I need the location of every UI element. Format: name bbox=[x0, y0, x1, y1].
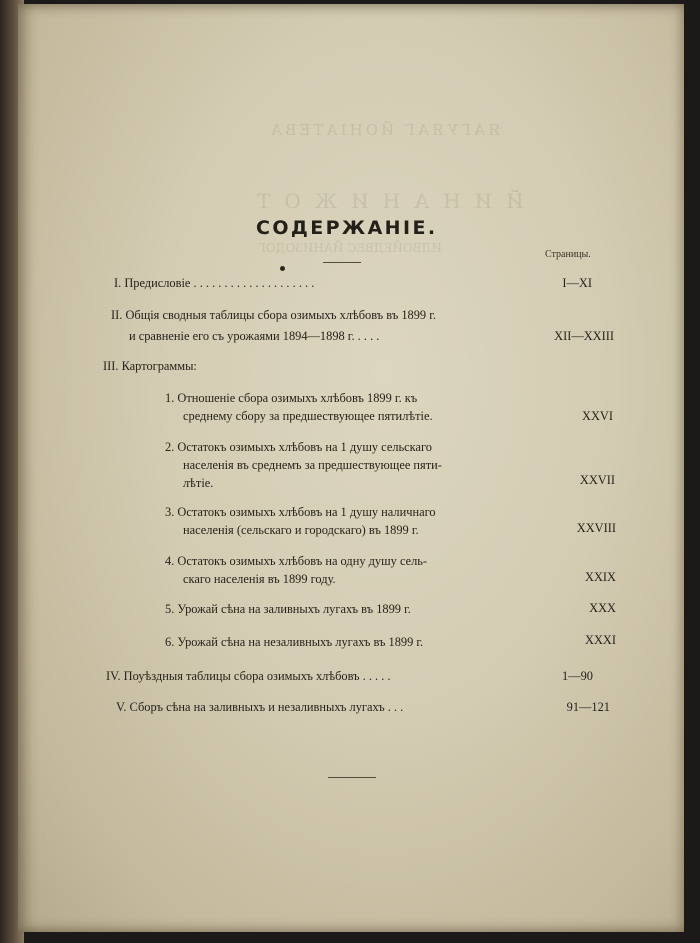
toc-entry-iii-2-line2: населенія въ среднемъ за предшествующее пяти- bbox=[183, 458, 442, 472]
toc-pages-i: I—XI bbox=[562, 276, 592, 290]
toc-pages-iii-3: XXVIII bbox=[576, 521, 616, 535]
toc-entry-iii-1-line2: среднему сбору за предшествующее пятилѣтіе. bbox=[183, 409, 433, 423]
toc-entry-iii-5: 5. Урожай сѣна на заливныхъ лугахъ въ 1899 г. bbox=[165, 602, 411, 616]
toc-pages-iii-1: XXVI bbox=[582, 409, 613, 423]
toc-entry-ii-line1: II. Общія сводныя таблицы сбора озимыхъ хлѣбовъ въ 1899 г. bbox=[111, 308, 436, 322]
title-rule bbox=[323, 262, 361, 263]
toc-entry-iii: III. Картограммы: bbox=[103, 359, 197, 373]
toc-entry-v: V. Сборъ сѣна на заливныхъ и незаливныхъ лугахъ . . . bbox=[116, 700, 404, 714]
toc-entry-i: I. Предисловіе . . . . . . . . . . . . . . . . . . . . bbox=[114, 276, 315, 290]
toc-pages-ii: XII—XXIII bbox=[554, 329, 614, 343]
toc-entry-iii-3-line1: 3. Остатокъ озимыхъ хлѣбовъ на 1 душу наличнаго bbox=[165, 505, 436, 519]
book-page bbox=[18, 4, 684, 932]
toc-pages-iii-2: XXVII bbox=[579, 473, 615, 487]
toc-entry-iii-6: 6. Урожай сѣна на незаливныхъ лугахъ въ 1899 г. bbox=[165, 635, 424, 649]
toc-entry-ii-line2: и сравненіе его съ урожаями 1894—1898 г. . . . . bbox=[129, 329, 380, 343]
toc-pages-iv: 1—90 bbox=[562, 669, 593, 683]
toc-entry-iii-4-line2: скаго населенія въ 1899 году. bbox=[183, 572, 336, 586]
toc-pages-v: 91—121 bbox=[566, 700, 610, 714]
show-through-text: ИЛВОЙЕДВЕС ЙАНИЗОДОГ bbox=[258, 241, 443, 255]
show-through-text: ЯАГУЯАГ ЙОНІАТЕВА bbox=[268, 121, 501, 139]
bottom-rule bbox=[328, 777, 376, 778]
toc-entry-iii-2-line3: лѣтіе. bbox=[183, 476, 214, 490]
toc-entry-iii-1-line1: 1. Отношеніе сбора озимыхъ хлѣбовъ 1899 г. къ bbox=[165, 391, 418, 405]
show-through-text: ЙИНАНИЖОТ bbox=[243, 189, 524, 213]
ink-spot bbox=[280, 266, 285, 271]
toc-pages-iii-6: XXXI bbox=[585, 633, 616, 647]
toc-entry-iii-4-line1: 4. Остатокъ озимыхъ хлѣбовъ на одну душу сель- bbox=[165, 554, 428, 568]
toc-entry-iii-3-line2: населенія (сельскаго и городскаго) въ 1899 г. bbox=[183, 523, 419, 537]
toc-pages-iii-4: XXIX bbox=[585, 570, 616, 584]
toc-entry-iii-2-line1: 2. Остатокъ озимыхъ хлѣбовъ на 1 душу сельскаго bbox=[165, 440, 432, 454]
page-title: СОДЕРЖАНІЕ. bbox=[256, 217, 438, 239]
toc-pages-iii-5: XXX bbox=[589, 601, 616, 615]
pages-column-header: Страницы. bbox=[545, 249, 591, 260]
toc-entry-iv: IV. Поуѣздныя таблицы сбора озимыхъ хлѣбовъ . . . . . bbox=[106, 669, 391, 683]
